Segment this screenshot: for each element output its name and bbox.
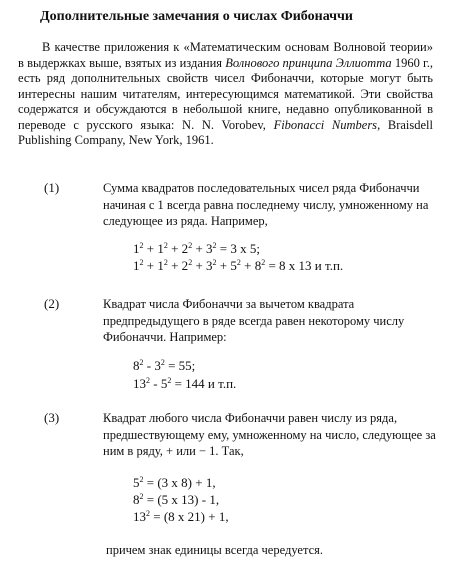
formula-text: = 3 x 5; <box>216 241 260 256</box>
exponent: 2 <box>236 258 241 267</box>
exponent: 2 <box>261 258 266 267</box>
formula-text: 1 <box>133 241 140 256</box>
item-3-formula-1 <box>133 474 216 491</box>
exponent: 2 <box>139 492 144 501</box>
formula-text: 1 <box>133 258 140 273</box>
exponent: 2 <box>188 241 193 250</box>
item-3-formula-3 <box>133 508 229 525</box>
formula-text: 13 <box>133 509 146 524</box>
exponent: 2 <box>163 241 168 250</box>
intro-italic-book-title-2: Fibonacci Numbers <box>273 117 378 132</box>
item-1-text: Сумма квадратов последовательных чисел ряда Фибоначчи начиная с 1 всегда равна последнему числу, умноженному на следующее из ряда. Например, <box>103 181 429 228</box>
formula-text: 8 <box>133 358 140 373</box>
exponent: 2 <box>163 258 168 267</box>
exponent: 2 <box>212 258 217 267</box>
item-3-text: Квадрат любого числа Фибоначчи равен числу из ряда, предшествующему ему, умноженному на число, следующее за ним в ряду, + или − 1. Так, <box>103 411 436 458</box>
formula-text: = 55; <box>164 358 196 373</box>
formula-text: 13 <box>133 376 146 391</box>
formula-text: = (5 x 13) - 1, <box>143 492 220 507</box>
formula-text: + 8 <box>240 258 262 273</box>
formula-text: + 5 <box>216 258 237 273</box>
exponent: 2 <box>212 241 217 250</box>
exponent: 2 <box>139 258 144 267</box>
formula-text: 5 <box>133 475 140 490</box>
intro-text-1: В качестве приложения к «Математическим основам Волновой теории» в выдержках выше, взятых из издания <box>18 40 433 70</box>
item-3-formula-2 <box>133 491 219 508</box>
exponent: 2 <box>139 475 144 484</box>
formula-text: + 1 <box>143 258 164 273</box>
exponent: 2 <box>160 358 165 367</box>
intro-text-2: 1960 г., есть ряд дополнительных свойств чисел Фибоначчи, которые могут быть интересны нашим читателям, интересующимся математикой. Эти свойства содержатся и обсуждаются в небольшой книге, недавно опубликованной в переводе с русского языка: N. N. Vorobev, <box>18 55 433 132</box>
item-2-number: (2) <box>44 296 60 311</box>
item-2-formula-2 <box>133 375 236 392</box>
formula-text: - 5 <box>150 376 168 391</box>
formula-text: 8 <box>133 492 140 507</box>
intro-italic-book-title: Волнового принципа Эллиотта <box>225 55 392 70</box>
formula-text: = 144 и т.п. <box>171 376 237 391</box>
exponent: 2 <box>139 358 144 367</box>
formula-text: = (8 x 21) + 1, <box>150 509 229 524</box>
exponent: 2 <box>146 509 150 518</box>
closing-note: причем знак единицы всегда чередуется. <box>106 543 324 557</box>
formula-text: - 3 <box>143 358 161 373</box>
formula-text: + 2 <box>167 258 189 273</box>
exponent: 2 <box>139 241 144 250</box>
exponent: 2 <box>146 376 150 385</box>
item-3-number: (3) <box>44 410 60 425</box>
item-1-number: (1) <box>44 180 60 195</box>
formula-text: = (3 x 8) + 1, <box>143 475 216 490</box>
exponent: 2 <box>188 258 193 267</box>
intro-text-3: , Braisdell Publishing Company, New York, 1961. <box>18 117 433 147</box>
page-title: Дополнительные замечания о числах Фибоначчи <box>40 9 353 24</box>
exponent: 2 <box>167 376 172 385</box>
formula-text: + 3 <box>192 241 213 256</box>
item-2-formula-1 <box>133 357 195 374</box>
item-1-formula-2 <box>133 257 343 274</box>
item-2-text: Квадрат числа Фибоначчи за вычетом квадрата предпредыдущего в ряде всегда равен некоторому числу Фибоначчи. Например: <box>103 297 405 344</box>
formula-text: + 2 <box>167 241 189 256</box>
item-1-formula-1 <box>133 240 260 257</box>
formula-text: + 3 <box>192 258 213 273</box>
formula-text: = 8 x 13 и т.п. <box>265 258 344 273</box>
formula-text: + 1 <box>143 241 164 256</box>
intro-paragraph <box>18 40 433 149</box>
